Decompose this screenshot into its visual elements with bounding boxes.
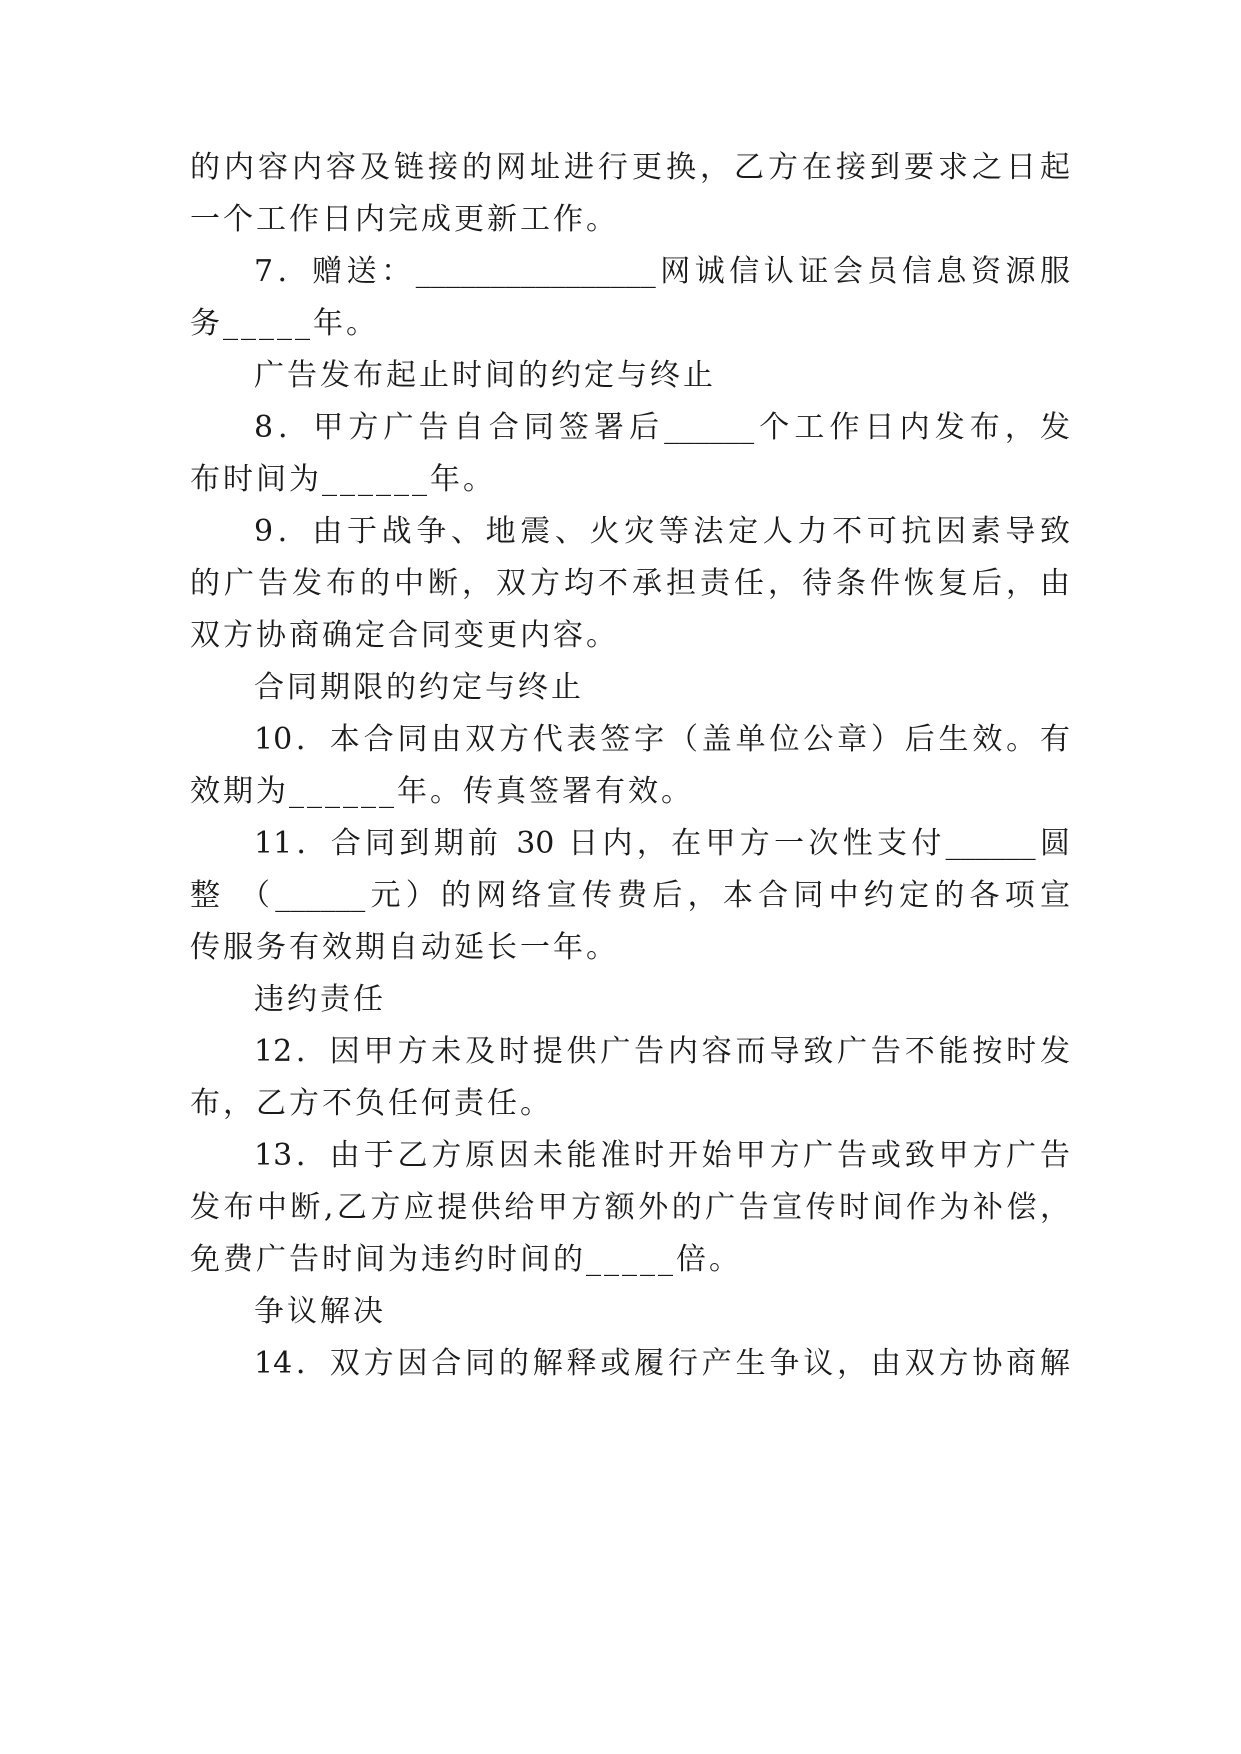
text-line: 14．双方因合同的解释或履行产生争议，由双方协商解 bbox=[254, 1346, 1070, 1381]
text-line: 的内容内容及链接的网址进行更换，乙方在接到要求之日起 bbox=[190, 150, 1070, 185]
text-line: 一个工作日内完成更新工作。 bbox=[190, 202, 619, 237]
text-line: 发布中断,乙方应提供给甲方额外的广告宣传时间作为补偿， bbox=[190, 1190, 1070, 1225]
text-line: 整 （______元）的网络宣传费后，本合同中约定的各项宣 bbox=[190, 878, 1070, 913]
text-line: 13．由于乙方原因未能准时开始甲方广告或致甲方广告 bbox=[254, 1138, 1070, 1173]
text-line: 效期为______年。传真签署有效。 bbox=[190, 774, 694, 809]
text-line: 9．由于战争、地震、火灾等法定人力不可抗因素导致 bbox=[254, 514, 1070, 549]
section-heading: 合同期限的约定与终止 bbox=[254, 670, 584, 705]
section-heading: 违约责任 bbox=[254, 982, 386, 1017]
text-line: 双方协商确定合同变更内容。 bbox=[190, 618, 619, 653]
text-line: 12．因甲方未及时提供广告内容而导致广告不能按时发 bbox=[254, 1034, 1070, 1069]
text-line: 的广告发布的中断，双方均不承担责任，待条件恢复后，由 bbox=[190, 566, 1070, 601]
text-line: 免费广告时间为违约时间的_____倍。 bbox=[190, 1242, 742, 1277]
text-line: 传服务有效期自动延长一年。 bbox=[190, 930, 619, 965]
text-line: 7．赠送：________________网诚信认证会员信息资源服 bbox=[254, 254, 1070, 289]
text-line: 布，乙方不负任何责任。 bbox=[190, 1086, 553, 1121]
text-line: 8．甲方广告自合同签署后______个工作日内发布，发 bbox=[254, 410, 1070, 445]
text-line: 布时间为______年。 bbox=[190, 462, 496, 497]
section-heading: 广告发布起止时间的约定与终止 bbox=[254, 358, 716, 393]
text-line: 11．合同到期前 30 日内，在甲方一次性支付______圆 bbox=[254, 826, 1070, 861]
text-line: 10．本合同由双方代表签字（盖单位公章）后生效。有 bbox=[254, 722, 1070, 757]
text-line: 务_____年。 bbox=[190, 306, 379, 341]
section-heading: 争议解决 bbox=[254, 1294, 386, 1329]
